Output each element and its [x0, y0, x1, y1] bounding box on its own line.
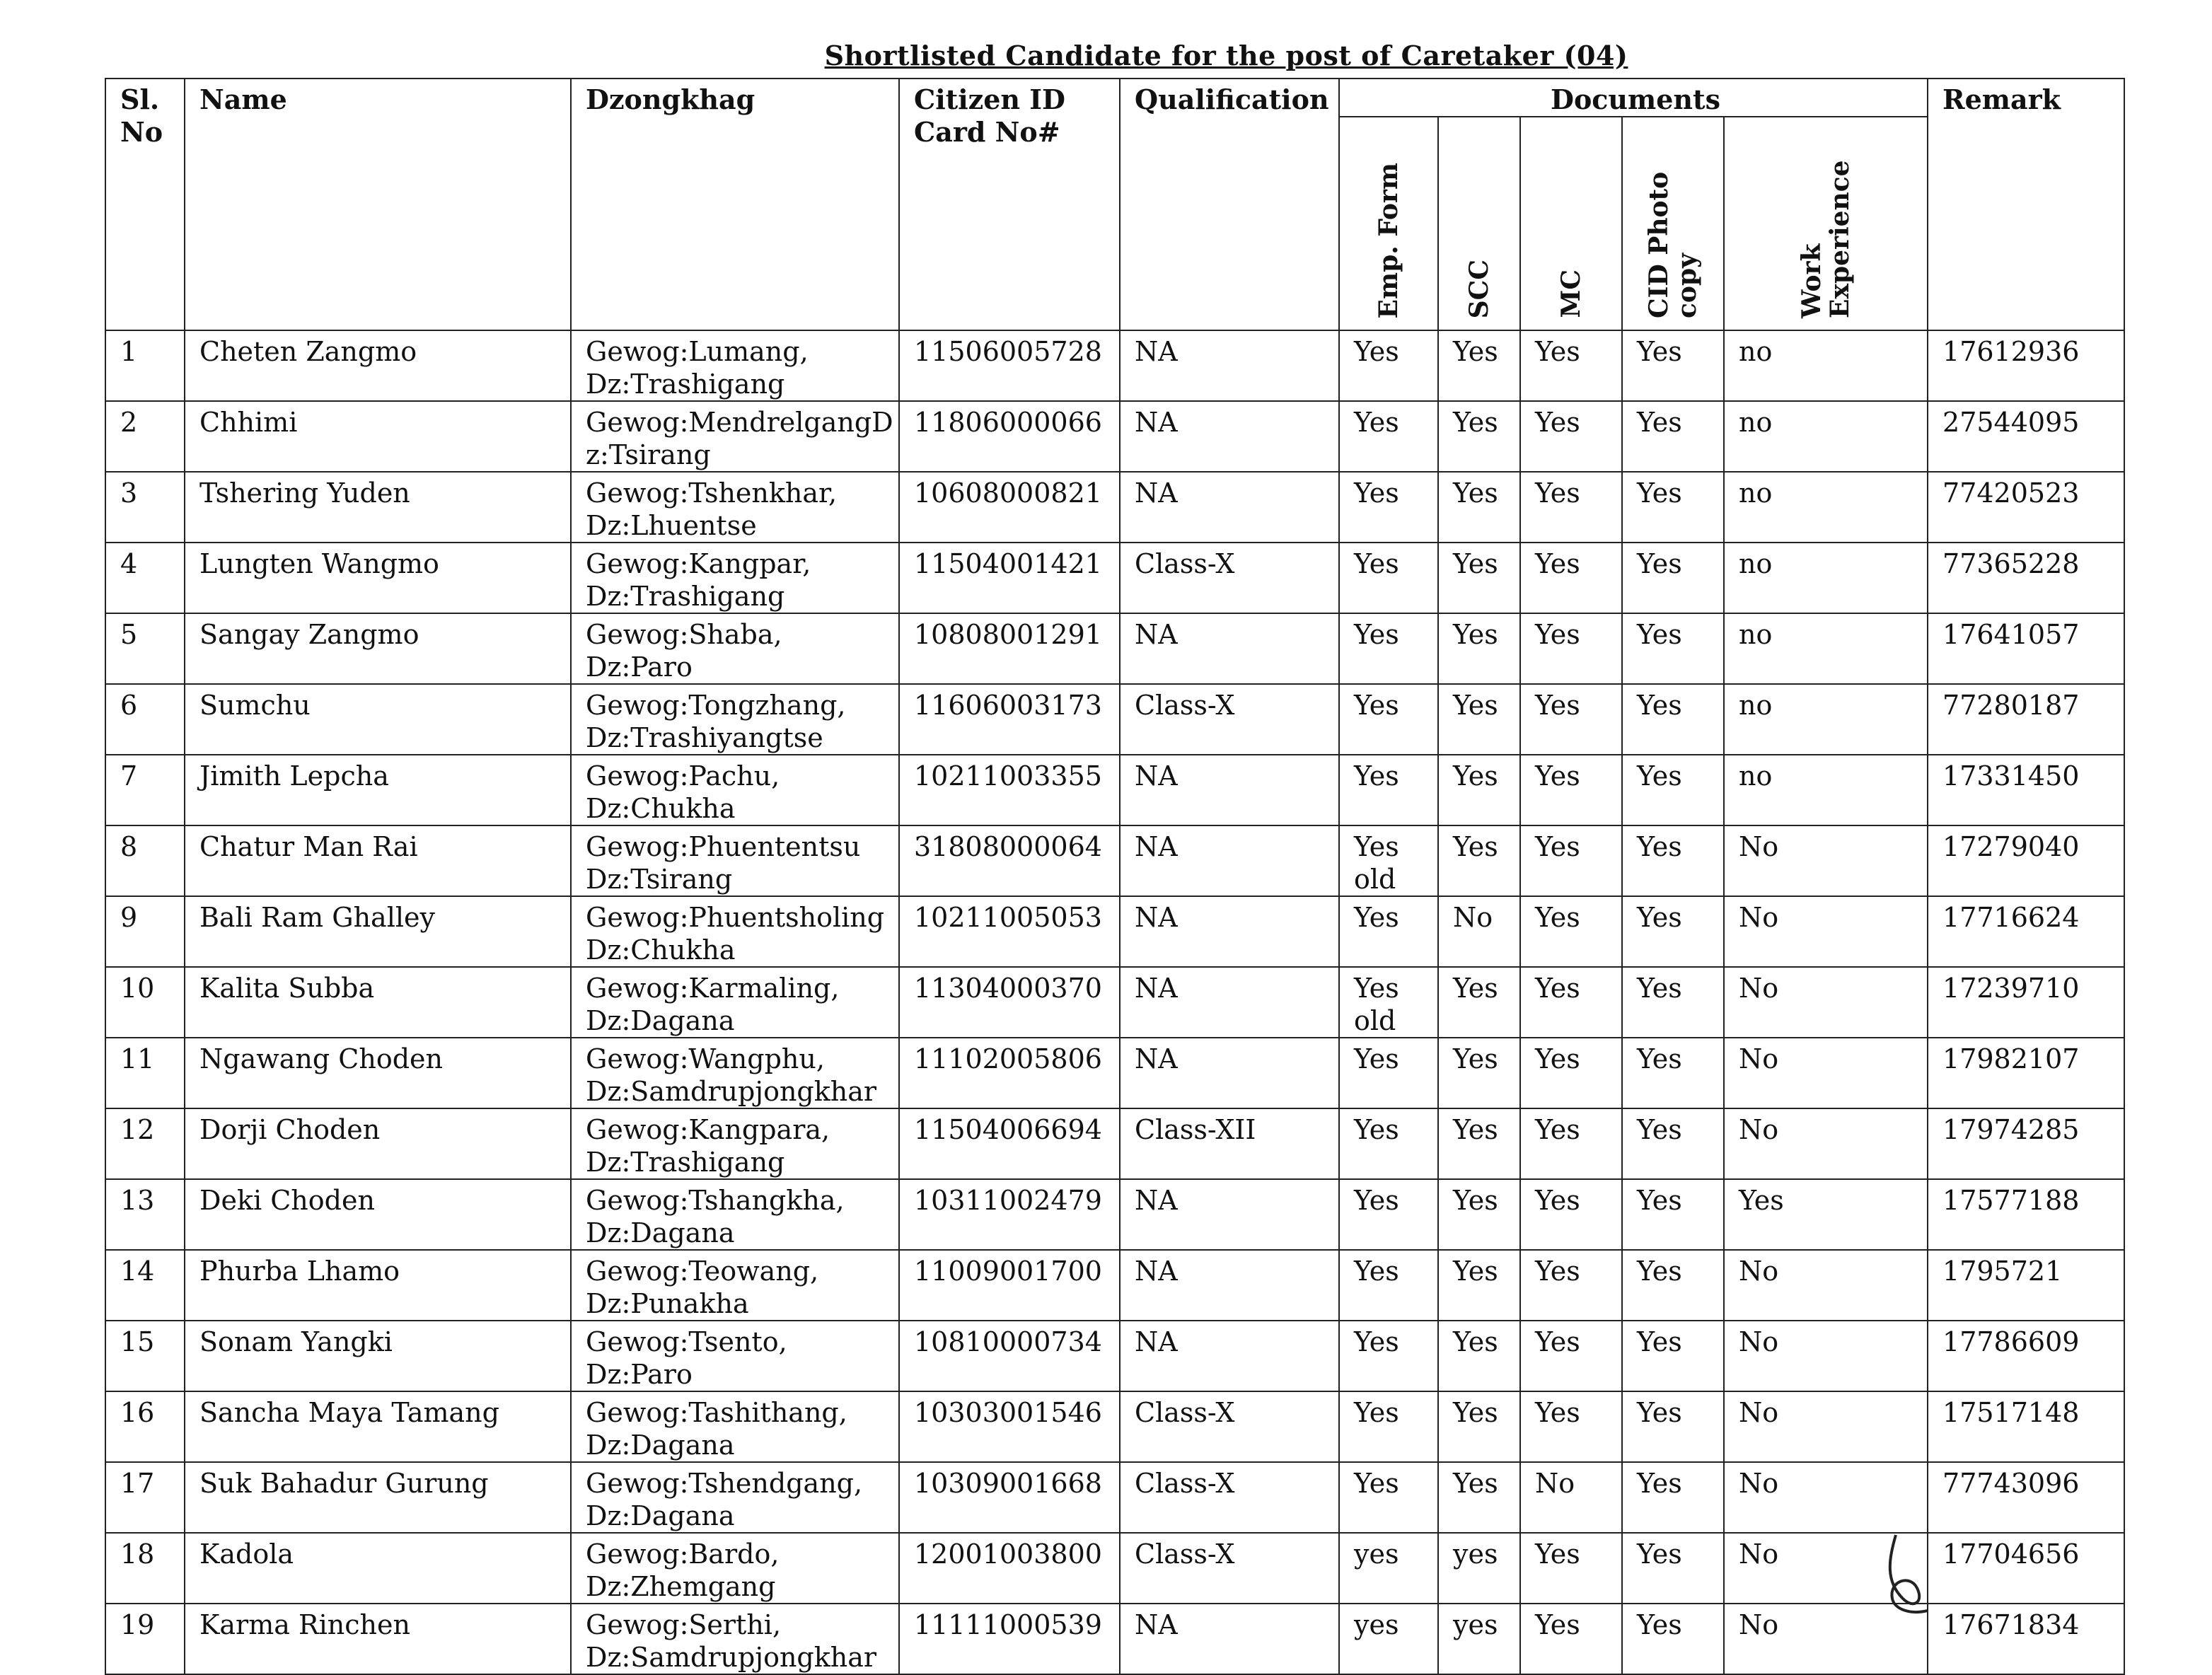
- cell-scc: Yes: [1438, 401, 1520, 472]
- cell-name: Lungten Wangmo: [185, 543, 571, 613]
- gewog-text: Gewog:Lumang,: [586, 336, 809, 367]
- cell-name: Sancha Maya Tamang: [185, 1391, 571, 1462]
- cell-mc: Yes: [1520, 330, 1622, 401]
- table-row: [105, 1038, 2124, 1108]
- cell-cid-photo: Yes: [1622, 1321, 1724, 1391]
- cell-cid-photo: Yes: [1622, 330, 1724, 401]
- dzongkhag-text: Dz:Chukha: [586, 934, 736, 966]
- dzongkhag-text: Dz:Zhemgang: [586, 1571, 776, 1602]
- cell-sl-no: 2: [105, 401, 185, 472]
- cell-cid-photo: Yes: [1622, 825, 1724, 896]
- cell-work-experience: No: [1724, 1321, 1928, 1391]
- cell-name: Suk Bahadur Gurung: [185, 1462, 571, 1533]
- header-scc: SCC: [1438, 117, 1520, 330]
- table-row: [105, 330, 2124, 401]
- cell-sl-no: 4: [105, 543, 185, 613]
- candidate-table: [105, 78, 2125, 1675]
- table-row: [105, 543, 2124, 613]
- cell-mc: Yes: [1520, 472, 1622, 543]
- cell-sl-no: 12: [105, 1108, 185, 1179]
- header-cid-photo: CID Photo copy: [1622, 117, 1724, 330]
- cell-mc: Yes: [1520, 401, 1622, 472]
- table-row: [105, 472, 2124, 543]
- cell-work-experience: no: [1724, 684, 1928, 755]
- cell-work-experience: No: [1724, 1038, 1928, 1108]
- cell-remark: 17982107: [1928, 1038, 2124, 1108]
- cell-remark: 17517148: [1928, 1391, 2124, 1462]
- cell-name: Sumchu: [185, 684, 571, 755]
- cell-dzongkhag: [571, 1604, 899, 1674]
- cell-cid-photo: Yes: [1622, 613, 1724, 684]
- cell-scc: Yes: [1438, 1038, 1520, 1108]
- cell-cid: 10211005053: [899, 896, 1120, 967]
- table-row: [105, 967, 2124, 1038]
- cell-emp-form: yes: [1339, 1533, 1438, 1604]
- table-row: [105, 825, 2124, 896]
- cell-sl-no: 15: [105, 1321, 185, 1391]
- cell-work-experience: no: [1724, 472, 1928, 543]
- cell-qualification: Class-X: [1120, 1462, 1339, 1533]
- dzongkhag-text: Dz:Tsirang: [586, 864, 733, 895]
- cell-mc: Yes: [1520, 896, 1622, 967]
- cell-work-experience: No: [1724, 1462, 1928, 1533]
- header-name: Name: [185, 79, 571, 330]
- table-body: [105, 330, 2124, 1674]
- dzongkhag-text: Dz:Paro: [586, 651, 693, 683]
- cell-sl-no: 3: [105, 472, 185, 543]
- cell-name: Bali Ram Ghalley: [185, 896, 571, 967]
- cell-cid-photo: Yes: [1622, 1108, 1724, 1179]
- cell-remark: 77365228: [1928, 543, 2124, 613]
- cell-qualification: NA: [1120, 401, 1339, 472]
- cell-mc: Yes: [1520, 1391, 1622, 1462]
- cell-sl-no: 18: [105, 1533, 185, 1604]
- cell-work-experience: Yes: [1724, 1179, 1928, 1250]
- cell-sl-no: 10: [105, 967, 185, 1038]
- cell-cid: 10608000821: [899, 472, 1120, 543]
- cell-emp-form: Yes: [1339, 684, 1438, 755]
- page-title: Shortlisted Candidate for the post of Caretaker (04): [824, 40, 1628, 71]
- gewog-text: Gewog:Tongzhang,: [586, 690, 846, 721]
- cell-cid: 10810000734: [899, 1321, 1120, 1391]
- header-work-experience: Work Experience: [1724, 117, 1928, 330]
- cell-remark: 17612936: [1928, 330, 2124, 401]
- cell-dzongkhag: [571, 825, 899, 896]
- gewog-text: Gewog:Tshangkha,: [586, 1185, 845, 1216]
- cell-cid: 10311002479: [899, 1179, 1120, 1250]
- cell-cid: 12001003800: [899, 1533, 1120, 1604]
- cell-remark: 17974285: [1928, 1108, 2124, 1179]
- cell-remark: 17577188: [1928, 1179, 2124, 1250]
- cell-dzongkhag: [571, 1321, 899, 1391]
- cell-cid-photo: Yes: [1622, 401, 1724, 472]
- cell-qualification: NA: [1120, 896, 1339, 967]
- dzongkhag-text: Dz:Chukha: [586, 793, 736, 824]
- cell-cid-photo: Yes: [1622, 1038, 1724, 1108]
- table-row: [105, 1321, 2124, 1391]
- cell-remark: 17641057: [1928, 613, 2124, 684]
- cell-cid-photo: Yes: [1622, 472, 1724, 543]
- header-remark: Remark: [1928, 79, 2124, 330]
- cell-cid: 11806000066: [899, 401, 1120, 472]
- cell-remark: 27544095: [1928, 401, 2124, 472]
- gewog-text: Gewog:Kangpar,: [586, 548, 811, 579]
- dzongkhag-text: Dz:Trashigang: [586, 369, 785, 400]
- header-sl-no: Sl. No: [105, 79, 185, 330]
- cell-mc: Yes: [1520, 1179, 1622, 1250]
- cell-emp-form: Yes old: [1339, 967, 1438, 1038]
- cell-cid-photo: Yes: [1622, 755, 1724, 825]
- table-row: [105, 401, 2124, 472]
- cell-cid-photo: Yes: [1622, 1604, 1724, 1674]
- cell-work-experience: No: [1724, 896, 1928, 967]
- cell-qualification: NA: [1120, 1604, 1339, 1674]
- cell-emp-form: Yes: [1339, 1250, 1438, 1321]
- dzongkhag-text: Dz:Trashigang: [586, 581, 785, 612]
- table-row: [105, 1533, 2124, 1604]
- cell-cid: 11009001700: [899, 1250, 1120, 1321]
- cell-scc: Yes: [1438, 330, 1520, 401]
- cell-dzongkhag: [571, 1250, 899, 1321]
- gewog-text: Gewog:Teowang,: [586, 1256, 819, 1287]
- table-row: [105, 1108, 2124, 1179]
- table-row: [105, 896, 2124, 967]
- cell-cid: 11504001421: [899, 543, 1120, 613]
- cell-mc: No: [1520, 1462, 1622, 1533]
- table-row: [105, 613, 2124, 684]
- cell-dzongkhag: [571, 1533, 899, 1604]
- cell-qualification: Class-X: [1120, 1533, 1339, 1604]
- cell-cid-photo: Yes: [1622, 967, 1724, 1038]
- cell-cid: 11606003173: [899, 684, 1120, 755]
- dzongkhag-text: Dz:Dagana: [586, 1217, 735, 1248]
- cell-name: Sonam Yangki: [185, 1321, 571, 1391]
- cell-name: Ngawang Choden: [185, 1038, 571, 1108]
- cell-remark: 17239710: [1928, 967, 2124, 1038]
- cell-mc: Yes: [1520, 825, 1622, 896]
- cell-work-experience: No: [1724, 967, 1928, 1038]
- cell-remark: 1795721: [1928, 1250, 2124, 1321]
- cell-scc: Yes: [1438, 1179, 1520, 1250]
- cell-emp-form: Yes: [1339, 1038, 1438, 1108]
- header-dzongkhag: Dzongkhag: [571, 79, 899, 330]
- cell-sl-no: 13: [105, 1179, 185, 1250]
- cell-sl-no: 7: [105, 755, 185, 825]
- cell-cid: 10808001291: [899, 613, 1120, 684]
- cell-dzongkhag: [571, 543, 899, 613]
- cell-emp-form: Yes: [1339, 1462, 1438, 1533]
- cell-remark: 77743096: [1928, 1462, 2124, 1533]
- cell-name: Chatur Man Rai: [185, 825, 571, 896]
- dzongkhag-text: Dz:Samdrupjongkhar: [586, 1076, 877, 1107]
- cell-remark: 17671834: [1928, 1604, 2124, 1674]
- cell-remark: 17786609: [1928, 1321, 2124, 1391]
- cell-dzongkhag: [571, 1391, 899, 1462]
- cell-name: Sangay Zangmo: [185, 613, 571, 684]
- gewog-text: Gewog:MendrelgangD: [586, 407, 893, 438]
- cell-remark: 17704656: [1928, 1533, 2124, 1604]
- cell-qualification: NA: [1120, 967, 1339, 1038]
- cell-remark: 17279040: [1928, 825, 2124, 896]
- cell-dzongkhag: [571, 755, 899, 825]
- cell-work-experience: No: [1724, 1108, 1928, 1179]
- cell-qualification: NA: [1120, 330, 1339, 401]
- cell-emp-form: Yes: [1339, 401, 1438, 472]
- cell-dzongkhag: [571, 472, 899, 543]
- gewog-text: Gewog:Phuentsholing: [586, 902, 885, 933]
- cell-name: Kadola: [185, 1533, 571, 1604]
- cell-name: Deki Choden: [185, 1179, 571, 1250]
- cell-emp-form: Yes: [1339, 755, 1438, 825]
- cell-qualification: NA: [1120, 472, 1339, 543]
- cell-qualification: NA: [1120, 1179, 1339, 1250]
- gewog-text: Gewog:Phuententsu: [586, 831, 861, 862]
- dzongkhag-text: Dz:Dagana: [586, 1430, 735, 1461]
- cell-qualification: NA: [1120, 1250, 1339, 1321]
- cell-remark: 17331450: [1928, 755, 2124, 825]
- cell-scc: No: [1438, 896, 1520, 967]
- cell-sl-no: 9: [105, 896, 185, 967]
- cell-scc: Yes: [1438, 1108, 1520, 1179]
- dzongkhag-text: Dz:Samdrupjongkhar: [586, 1642, 877, 1673]
- dzongkhag-text: Dz:Lhuentse: [586, 510, 757, 541]
- table-row: [105, 1604, 2124, 1674]
- cell-mc: Yes: [1520, 1038, 1622, 1108]
- cell-cid-photo: Yes: [1622, 1462, 1724, 1533]
- cell-qualification: Class-X: [1120, 543, 1339, 613]
- cell-emp-form: Yes: [1339, 330, 1438, 401]
- cell-mc: Yes: [1520, 1533, 1622, 1604]
- cell-cid: 10303001546: [899, 1391, 1120, 1462]
- cell-dzongkhag: [571, 684, 899, 755]
- cell-cid: 31808000064: [899, 825, 1120, 896]
- cell-mc: Yes: [1520, 1108, 1622, 1179]
- cell-mc: Yes: [1520, 1250, 1622, 1321]
- cell-sl-no: 11: [105, 1038, 185, 1108]
- cell-work-experience: no: [1724, 755, 1928, 825]
- cell-remark: 77420523: [1928, 472, 2124, 543]
- table-row: [105, 755, 2124, 825]
- gewog-text: Gewog:Bardo,: [586, 1538, 780, 1570]
- cell-work-experience: no: [1724, 613, 1928, 684]
- cell-scc: Yes: [1438, 1391, 1520, 1462]
- cell-emp-form: Yes: [1339, 1108, 1438, 1179]
- cell-mc: Yes: [1520, 755, 1622, 825]
- cell-work-experience: no: [1724, 401, 1928, 472]
- table-row: [105, 1179, 2124, 1250]
- cell-scc: Yes: [1438, 613, 1520, 684]
- cell-scc: yes: [1438, 1604, 1520, 1674]
- cell-emp-form: Yes old: [1339, 825, 1438, 896]
- cell-work-experience: no: [1724, 543, 1928, 613]
- header-row: [105, 79, 2124, 117]
- cell-qualification: Class-XII: [1120, 1108, 1339, 1179]
- cell-sl-no: 17: [105, 1462, 185, 1533]
- cell-emp-form: Yes: [1339, 613, 1438, 684]
- cell-emp-form: Yes: [1339, 472, 1438, 543]
- cell-dzongkhag: [571, 967, 899, 1038]
- cell-mc: Yes: [1520, 613, 1622, 684]
- gewog-text: Gewog:Tashithang,: [586, 1397, 847, 1428]
- cell-scc: Yes: [1438, 1321, 1520, 1391]
- cell-dzongkhag: [571, 1462, 899, 1533]
- header-documents: Documents: [1339, 79, 1928, 117]
- cell-mc: Yes: [1520, 1604, 1622, 1674]
- gewog-text: Gewog:Tsento,: [586, 1326, 787, 1357]
- dzongkhag-text: Dz:Dagana: [586, 1500, 735, 1531]
- cell-qualification: Class-X: [1120, 1391, 1339, 1462]
- cell-work-experience: No: [1724, 825, 1928, 896]
- cell-mc: Yes: [1520, 1321, 1622, 1391]
- cell-scc: Yes: [1438, 472, 1520, 543]
- cell-scc: Yes: [1438, 1250, 1520, 1321]
- cell-emp-form: Yes: [1339, 543, 1438, 613]
- cell-work-experience: No: [1724, 1533, 1928, 1604]
- cell-dzongkhag: [571, 896, 899, 967]
- cell-dzongkhag: [571, 613, 899, 684]
- cell-cid-photo: Yes: [1622, 1179, 1724, 1250]
- cell-emp-form: yes: [1339, 1604, 1438, 1674]
- gewog-text: Gewog:Karmaling,: [586, 973, 840, 1004]
- cell-qualification: NA: [1120, 755, 1339, 825]
- table-row: [105, 1391, 2124, 1462]
- dzongkhag-text: z:Tsirang: [586, 439, 711, 470]
- cell-qualification: NA: [1120, 613, 1339, 684]
- cell-sl-no: 5: [105, 613, 185, 684]
- cell-cid: 11504006694: [899, 1108, 1120, 1179]
- cell-name: Dorji Choden: [185, 1108, 571, 1179]
- cell-cid: 10211003355: [899, 755, 1120, 825]
- cell-qualification: Class-X: [1120, 684, 1339, 755]
- signature-mark: [1875, 1531, 1938, 1616]
- cell-scc: Yes: [1438, 543, 1520, 613]
- cell-sl-no: 8: [105, 825, 185, 896]
- cell-sl-no: 14: [105, 1250, 185, 1321]
- cell-cid-photo: Yes: [1622, 1533, 1724, 1604]
- cell-dzongkhag: [571, 1179, 899, 1250]
- gewog-text: Gewog:Tshendgang,: [586, 1468, 863, 1499]
- header-cid: Citizen ID Card No#: [899, 79, 1120, 330]
- cell-cid: 11102005806: [899, 1038, 1120, 1108]
- cell-sl-no: 6: [105, 684, 185, 755]
- cell-cid-photo: Yes: [1622, 896, 1724, 967]
- cell-cid-photo: Yes: [1622, 684, 1724, 755]
- cell-cid-photo: Yes: [1622, 543, 1724, 613]
- cell-mc: Yes: [1520, 967, 1622, 1038]
- cell-work-experience: No: [1724, 1391, 1928, 1462]
- gewog-text: Gewog:Pachu,: [586, 760, 780, 792]
- cell-name: Phurba Lhamo: [185, 1250, 571, 1321]
- cell-emp-form: Yes: [1339, 896, 1438, 967]
- dzongkhag-text: Dz:Trashiyangtse: [586, 722, 823, 753]
- cell-dzongkhag: [571, 401, 899, 472]
- cell-emp-form: Yes: [1339, 1321, 1438, 1391]
- header-qualification: Qualification: [1120, 79, 1339, 330]
- gewog-text: Gewog:Tshenkhar,: [586, 477, 838, 509]
- cell-scc: Yes: [1438, 967, 1520, 1038]
- cell-sl-no: 19: [105, 1604, 185, 1674]
- gewog-text: Gewog:Shaba,: [586, 619, 782, 650]
- cell-scc: yes: [1438, 1533, 1520, 1604]
- cell-name: Cheten Zangmo: [185, 330, 571, 401]
- cell-cid: 11506005728: [899, 330, 1120, 401]
- cell-mc: Yes: [1520, 684, 1622, 755]
- cell-cid-photo: Yes: [1622, 1391, 1724, 1462]
- cell-sl-no: 16: [105, 1391, 185, 1462]
- cell-work-experience: No: [1724, 1250, 1928, 1321]
- cell-dzongkhag: [571, 1038, 899, 1108]
- dzongkhag-text: Dz:Punakha: [586, 1288, 749, 1319]
- table-row: [105, 684, 2124, 755]
- cell-name: Tshering Yuden: [185, 472, 571, 543]
- cell-cid: 11304000370: [899, 967, 1120, 1038]
- header-emp-form: Emp. Form: [1339, 117, 1438, 330]
- cell-name: Karma Rinchen: [185, 1604, 571, 1674]
- cell-mc: Yes: [1520, 543, 1622, 613]
- cell-work-experience: No: [1724, 1604, 1928, 1674]
- gewog-text: Gewog:Kangpara,: [586, 1114, 830, 1145]
- cell-scc: Yes: [1438, 825, 1520, 896]
- cell-name: Chhimi: [185, 401, 571, 472]
- cell-name: Kalita Subba: [185, 967, 571, 1038]
- cell-scc: Yes: [1438, 755, 1520, 825]
- header-mc: MC: [1520, 117, 1622, 330]
- cell-cid: 11111000539: [899, 1604, 1120, 1674]
- cell-scc: Yes: [1438, 1462, 1520, 1533]
- cell-qualification: NA: [1120, 825, 1339, 896]
- dzongkhag-text: Dz:Dagana: [586, 1005, 735, 1036]
- cell-cid: 10309001668: [899, 1462, 1120, 1533]
- dzongkhag-text: Dz:Trashigang: [586, 1147, 785, 1178]
- cell-cid-photo: Yes: [1622, 1250, 1724, 1321]
- dzongkhag-text: Dz:Paro: [586, 1359, 693, 1390]
- cell-scc: Yes: [1438, 684, 1520, 755]
- cell-remark: 17716624: [1928, 896, 2124, 967]
- table-row: [105, 1462, 2124, 1533]
- cell-emp-form: Yes: [1339, 1391, 1438, 1462]
- cell-qualification: NA: [1120, 1321, 1339, 1391]
- cell-work-experience: no: [1724, 330, 1928, 401]
- cell-emp-form: Yes: [1339, 1179, 1438, 1250]
- cell-qualification: NA: [1120, 1038, 1339, 1108]
- cell-remark: 77280187: [1928, 684, 2124, 755]
- cell-name: Jimith Lepcha: [185, 755, 571, 825]
- gewog-text: Gewog:Serthi,: [586, 1609, 782, 1640]
- table-row: [105, 1250, 2124, 1321]
- gewog-text: Gewog:Wangphu,: [586, 1043, 825, 1074]
- cell-dzongkhag: [571, 1108, 899, 1179]
- cell-sl-no: 1: [105, 330, 185, 401]
- cell-dzongkhag: [571, 330, 899, 401]
